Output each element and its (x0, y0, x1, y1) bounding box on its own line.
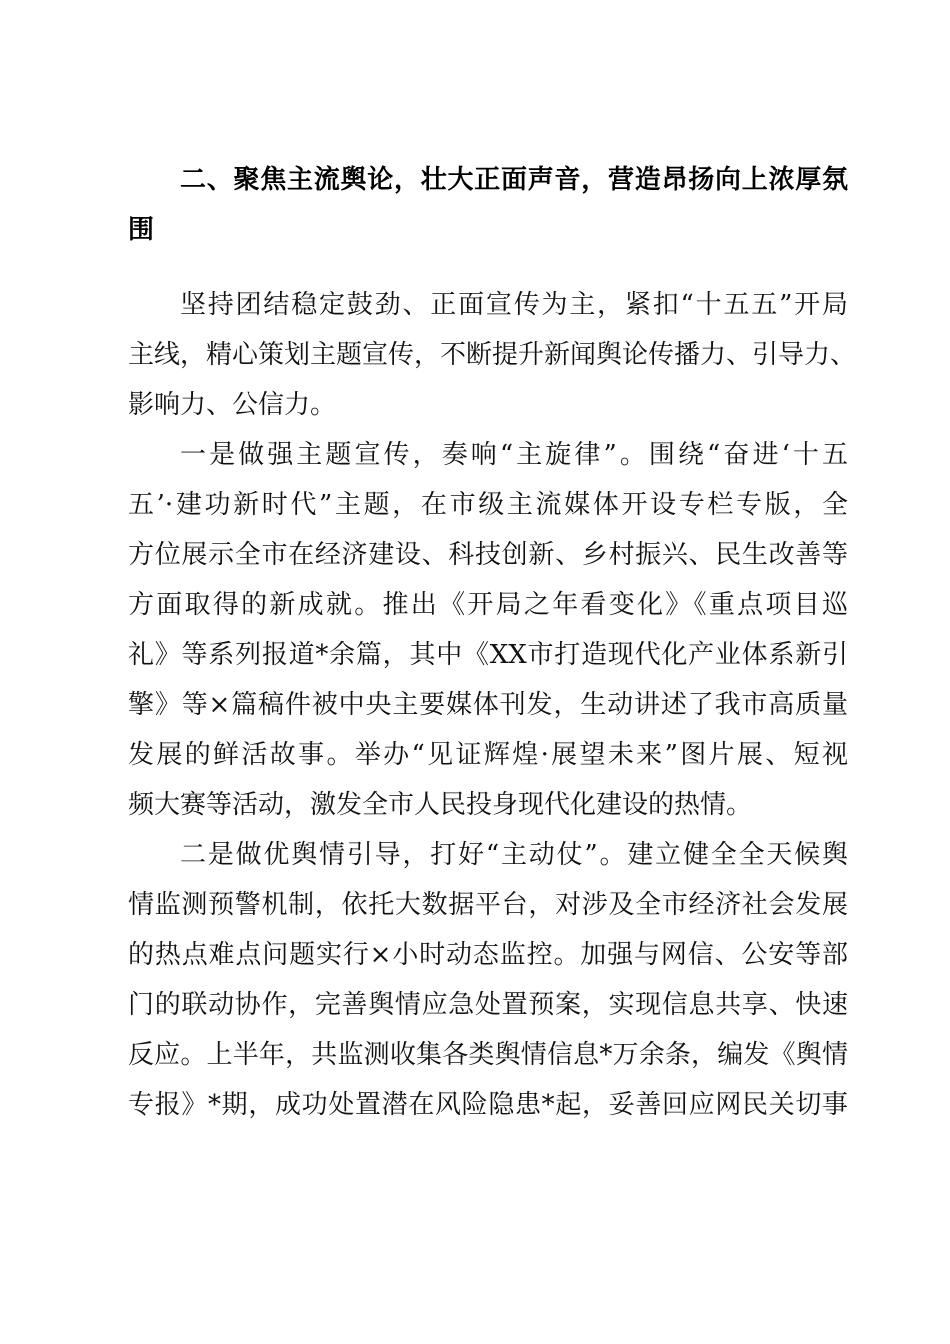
paragraph-2-line-2: 五’·建功新时代”主题，在市级主流媒体开设专栏专版，全 (128, 490, 848, 520)
paragraph-2-line-6: 擎》等×篇稿件被中央主要媒体刊发，生动讲述了我市高质量 (128, 690, 848, 720)
paragraph-1-line-2: 主线，精心策划主题宣传，不断提升新闻舆论传播力、引导力、 (128, 340, 857, 370)
paragraph-2-line-4: 方面取得的新成就。推出《开局之年看变化》《重点项目巡 (128, 590, 848, 620)
paragraph-3-line-3: 的热点难点问题实行×小时动态监控。加强与网信、公安等部 (128, 940, 848, 970)
section-heading-line-2: 围 (128, 215, 155, 245)
paragraph-3-line-4: 门的联动协作，完善舆情应急处置预案，实现信息共享、快速 (128, 990, 848, 1020)
paragraph-2-line-3: 方位展示全市在经济建设、科技创新、乡村振兴、民生改善等 (128, 540, 848, 570)
paragraph-1-line-1: 坚持团结稳定鼓劲、正面宣传为主，紧扣“十五五”开局 (180, 290, 848, 320)
paragraph-1-line-3: 影响力、公信力。 (128, 390, 337, 420)
paragraph-3-line-2: 情监测预警机制，依托大数据平台，对涉及全市经济社会发展 (128, 890, 848, 920)
section-heading-line-1: 二、聚焦主流舆论，壮大正面声音，营造昂扬向上浓厚氛 (180, 165, 848, 195)
paragraph-2-line-1: 一是做强主题宣传，奏响“主旋律”。围绕“奋进‘十五 (180, 440, 848, 470)
paragraph-2-line-5: 礼》等系列报道*余篇，其中《XX市打造现代化产业体系新引 (128, 640, 848, 670)
paragraph-2-line-7: 发展的鲜活故事。举办“见证辉煌·展望未来”图片展、短视 (128, 740, 848, 770)
paragraph-3-line-1: 二是做优舆情引导，打好“主动仗”。建立健全全天候舆 (180, 840, 848, 870)
paragraph-3-line-5: 反应。上半年，共监测收集各类舆情信息*万余条，编发《舆情 (128, 1040, 848, 1070)
paragraph-3-line-6: 专报》*期，成功处置潜在风险隐患*起，妥善回应网民关切事 (128, 1090, 848, 1120)
paragraph-2-line-8: 频大赛等活动，激发全市人民投身现代化建设的热情。 (128, 790, 753, 820)
